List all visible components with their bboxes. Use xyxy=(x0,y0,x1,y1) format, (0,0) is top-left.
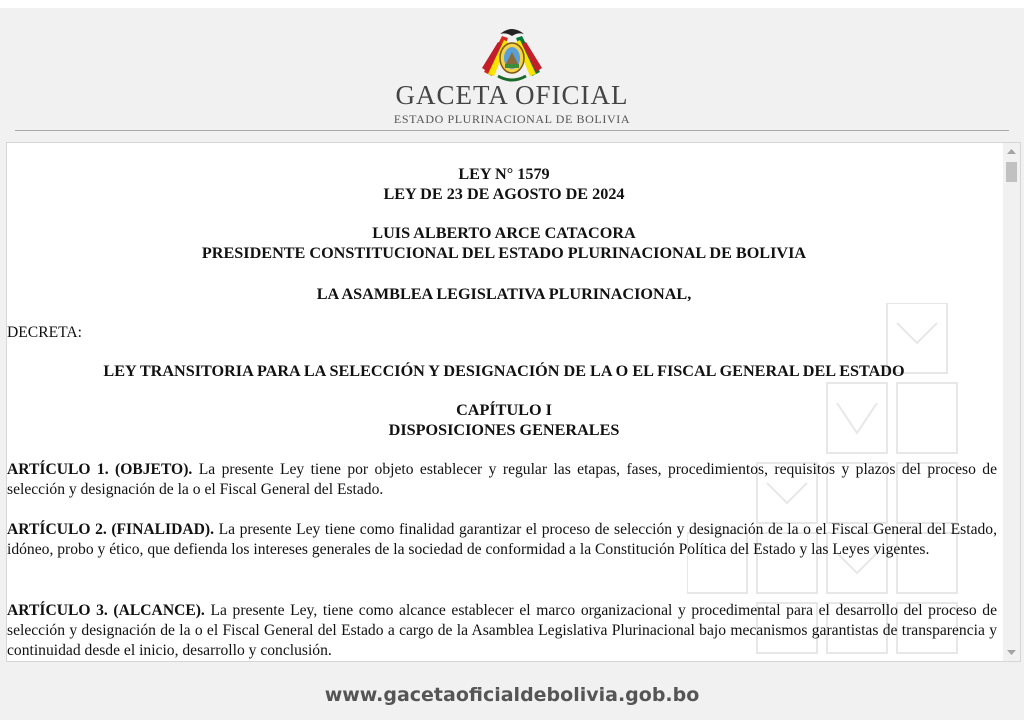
top-bar xyxy=(0,0,1024,8)
law-number: LEY N° 1579 xyxy=(458,165,550,183)
president-name: LUIS ALBERTO ARCE CATACORA xyxy=(372,224,636,242)
law-title: LEY TRANSITORIA PARA LA SELECCIÓN Y DESIGNACIÓN DE LA O EL FISCAL GENERAL DEL ESTADO xyxy=(103,362,905,380)
scrollbar-thumb[interactable] xyxy=(1006,162,1017,182)
article-1 xyxy=(7,460,997,500)
document-content xyxy=(7,143,1001,661)
article-3 xyxy=(7,601,997,661)
document-viewer[interactable] xyxy=(6,142,1021,662)
footer-url[interactable]: www.gacetaoficialdebolivia.gob.bo xyxy=(324,684,700,706)
article-2-heading: ARTÍCULO 2. (FINALIDAD). xyxy=(7,521,214,538)
article-1-text: La presente Ley tiene por objeto establecer y regular las etapas, fases, procedimientos, requisitos y plazos del proceso de selección y designación de la o el Fiscal General del Estado. xyxy=(7,461,997,498)
president-title: PRESIDENTE CONSTITUCIONAL DEL ESTADO PLURINACIONAL DE BOLIVIA xyxy=(201,244,807,262)
article-1-heading: ARTÍCULO 1. (OBJETO). xyxy=(7,461,193,478)
chapter-number: CAPÍTULO I xyxy=(456,401,552,419)
scroll-up-icon[interactable] xyxy=(1003,143,1020,160)
coat-of-arms-icon xyxy=(478,22,546,88)
article-3-heading: ARTÍCULO 3. (ALCANCE). xyxy=(7,602,205,619)
scroll-down-icon[interactable] xyxy=(1003,644,1020,661)
law-date: LEY DE 23 DE AGOSTO DE 2024 xyxy=(383,185,625,203)
site-header xyxy=(0,8,1024,130)
chapter-title: DISPOSICIONES GENERALES xyxy=(388,421,620,439)
header-divider xyxy=(15,130,1009,131)
article-2 xyxy=(7,520,997,560)
site-title: GACETA OFICIAL xyxy=(395,80,629,110)
site-subtitle: ESTADO PLURINACIONAL DE BOLIVIA xyxy=(393,112,631,126)
decreta-line: DECRETA: xyxy=(7,324,82,341)
assembly-line: LA ASAMBLEA LEGISLATIVA PLURINACIONAL, xyxy=(316,285,692,303)
article-3-text: La presente Ley, tiene como alcance establecer el marco organizacional y procedimental para el desarrollo del proceso de selección y designación de la o el Fiscal General del Estado a cargo de la Asamblea Legislativa Plurinacional bajo mecanismos garantistas de transparencia y continuidad desde el inicio, desarrollo y conclusión. xyxy=(7,602,997,659)
vertical-scrollbar[interactable] xyxy=(1003,143,1020,661)
article-2-text: La presente Ley tiene como finalidad garantizar el proceso de selección y designación de la o el Fiscal General del Estado, idóneo, probo y ético, que defienda los intereses generales de la sociedad de conformidad a la Constitución Política del Estado y las Leyes vigentes. xyxy=(7,521,997,558)
